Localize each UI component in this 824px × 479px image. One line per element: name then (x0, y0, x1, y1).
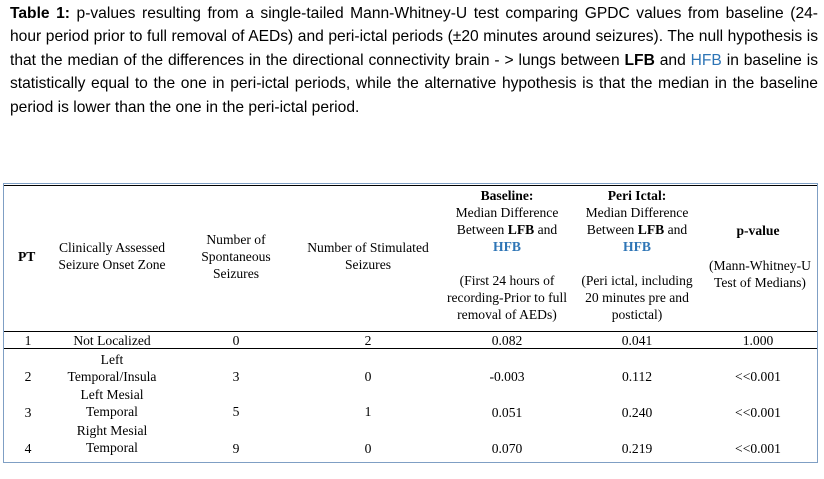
header-stimulated (298, 239, 438, 273)
row-2-zone-line-1: Left (100, 352, 124, 367)
header-zone-line-2: Seizure Onset Zone (58, 257, 166, 272)
row-2-stimulated: 0 (364, 369, 372, 384)
row-2-pvalue: <<0.001 (735, 369, 781, 384)
header-pvalue-note-2: Test of Medians) (714, 275, 806, 290)
caption-hfb: HFB (690, 51, 722, 69)
row-1-zone-line-1: Not Localized (73, 333, 151, 348)
caption-text-part-1: p-values resulting from a single-tailed Mann-Whitney-U test comparing GPDC values from baseline (24-hour period prior to full removal of AEDs) and peri-ictal periods (±20 minutes around seizures). The null hypothesis is that the median of the differences in the directional connectivity brain - > lungs between (10, 5, 818, 69)
row-2-zone-line-2: Temporal/Insula (67, 369, 157, 384)
header-baseline-and: and (534, 222, 558, 237)
table-top-rule (4, 185, 817, 186)
row-3-spontaneous: 5 (232, 404, 240, 419)
header-baseline-line-3 (437, 221, 577, 238)
caption-lfb: LFB (624, 51, 655, 69)
row-2-baseline: -0.003 (489, 369, 525, 384)
header-periictal (569, 187, 705, 323)
row-1-stimulated: 2 (364, 333, 372, 348)
row-4-spontaneous: 9 (232, 441, 240, 456)
header-baseline-note-2: recording-Prior to full (446, 290, 568, 305)
row-1-baseline: 0.082 (491, 333, 523, 348)
header-pvalue-title: p-value (736, 223, 780, 238)
row-2-periictal: 0.112 (621, 369, 653, 384)
header-spontaneous-line-3: Seizures (212, 266, 260, 281)
row-4-stimulated: 0 (364, 441, 372, 456)
header-baseline-between: Between (456, 222, 508, 237)
row-2-spontaneous: 3 (232, 369, 240, 384)
row-3-periictal: 0.240 (621, 405, 653, 420)
header-baseline-title: Baseline: (480, 188, 534, 203)
row-3-zone-line-2: Temporal (86, 404, 138, 419)
table-caption (10, 2, 818, 119)
row-4-periictal: 0.219 (621, 441, 653, 456)
row-3-zone (52, 386, 172, 420)
header-periictal-and: and (664, 222, 688, 237)
header-spontaneous-line-1: Number of (206, 232, 266, 247)
header-zone (52, 239, 172, 273)
header-baseline-lfb: LFB (507, 222, 535, 237)
row-1-pt: 1 (24, 333, 32, 348)
row-1-periictal: 0.041 (621, 333, 653, 348)
header-periictal-lfb: LFB (637, 222, 665, 237)
header-spontaneous (186, 231, 286, 282)
header-zone-line-1: Clinically Assessed (58, 240, 166, 255)
header-baseline-hfb: HFB (493, 239, 521, 254)
header-baseline-gap (437, 255, 577, 272)
row-3-pvalue: <<0.001 (735, 405, 781, 420)
row-4-zone-line-2: Temporal (86, 440, 138, 455)
header-pvalue-note (703, 257, 817, 291)
caption-label: Table 1: (10, 5, 70, 22)
row-1-zone (52, 332, 172, 349)
row-4-pvalue: <<0.001 (735, 441, 781, 456)
row-3-zone-line-1: Left Mesial (80, 387, 144, 402)
header-baseline-note-3: removal of AEDs) (457, 307, 557, 322)
row-1-pvalue: 1.000 (742, 333, 774, 348)
header-spontaneous-line-2: Spontaneous (201, 249, 271, 264)
header-periictal-note-2: 20 minutes pre and (585, 290, 689, 305)
row-3-stimulated: 1 (364, 404, 372, 419)
header-periictal-note-1: (Peri ictal, including (581, 273, 693, 288)
header-periictal-title: Peri Ictal: (607, 188, 667, 203)
header-baseline-line-2: Median Difference (455, 205, 559, 220)
header-periictal-between: Between (586, 222, 638, 237)
header-stimulated-line-1: Number of Stimulated (307, 240, 429, 255)
row-3-baseline: 0.051 (491, 405, 523, 420)
row-2-zone (52, 351, 172, 385)
row-4-pt: 4 (24, 441, 32, 456)
caption-text-part-2: in baseline is statistically equal to the one in peri-ictal periods, while the alternative hypothesis is that the median in the baseline period is lower than the one in the peri-ictal period. (10, 51, 818, 116)
row-2-pt: 2 (24, 369, 32, 384)
row-4-zone (52, 422, 172, 456)
row-4-baseline: 0.070 (491, 441, 523, 456)
header-periictal-note-3: postictal) (611, 307, 663, 322)
header-periictal-line-3 (569, 221, 705, 238)
header-periictal-gap (569, 255, 705, 272)
header-pvalue-note-1: (Mann-Whitney-U (709, 258, 811, 273)
header-baseline-note-1: (First 24 hours of (459, 273, 555, 288)
header-stimulated-line-2: Seizures (344, 257, 392, 272)
header-periictal-hfb: HFB (623, 239, 651, 254)
row-3-pt: 3 (24, 405, 32, 420)
header-pt: PT (18, 249, 36, 264)
header-periictal-line-2: Median Difference (585, 205, 689, 220)
caption-and: and (654, 51, 691, 69)
header-baseline (437, 187, 577, 323)
row-4-zone-line-1: Right Mesial (76, 423, 148, 438)
row-1-spontaneous: 0 (232, 333, 240, 348)
